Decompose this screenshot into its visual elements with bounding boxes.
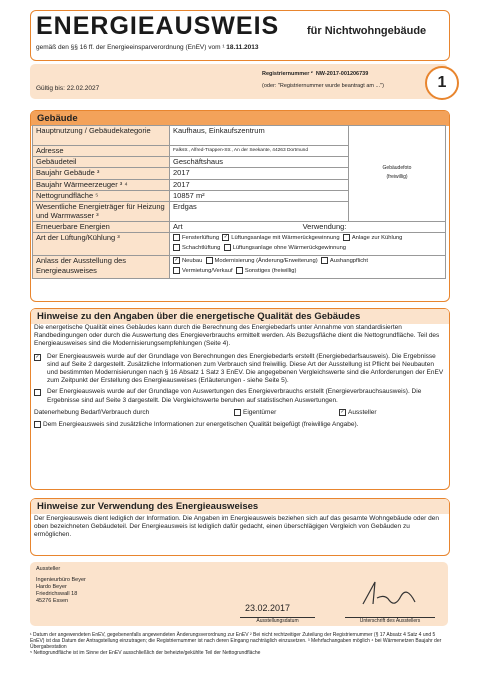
signature-icon (355, 574, 425, 616)
footnote: ¹ Datum der angewendeten EnEV, gegebenenfalls angewendeten Änderungsverordnung zur EnEV ² Bei nicht rechtzeitiger Zuteilung der Registriernummer (§ 17 Absatz 4 Satz 4 und 5 EnEV) ist das Datum der Antragstellung einzutragen; die Registriernummer ist nach deren Eingang nachträglich einzusetzen. ³ Mehrfachangaben möglich ⁴ bei Wärmenetzen Baujahr der Übergabestation (30, 632, 442, 650)
issuer-line: Hardo Beyer (36, 584, 67, 590)
footnote: ⁵ Nettogrundfläche ist im Sinne der EnEV ausschließlich der beheizte/gekühlte Teil der Nettogrundfläche (30, 650, 261, 656)
building-table (32, 125, 446, 279)
extra-info-row (34, 421, 444, 428)
option-verbrauch (34, 388, 444, 404)
checkbox[interactable] (234, 409, 241, 416)
checkbox[interactable] (173, 234, 180, 241)
ventilation-label: Art der Lüftung/Kühlung ³ (33, 233, 170, 256)
row-value: Falkstr., Alfred-Trappen-Str., An der Seekante, 44263 Dortmund (170, 146, 349, 157)
renewable-label: Erneuerbare Energien (33, 221, 170, 232)
footnotes (30, 632, 448, 656)
option-verbrauch-text: Der Energieausweis wurde auf der Grundlage von Auswertungen des Energieverbrauchs erstellt (Energieverbrauchsausweis). Die Ergebnisse sind auf Seite 3 dargestellt. Die Vergleichswerte beruhen auf statistischen Auswertungen. (47, 388, 422, 404)
checkbox-checked[interactable]: ✓ (35, 353, 40, 360)
row-key: Baujahr Gebäude ³ (33, 168, 170, 179)
doc-subtitle: für Nichtwohngebäude (307, 25, 427, 37)
checkbox-checked[interactable]: ✓ (340, 408, 345, 415)
checkbox[interactable] (34, 389, 41, 396)
issuer-line: 45276 Essen (36, 598, 69, 604)
reg-note: (oder: "Registriernummer wurde beantragt am ...") (262, 83, 384, 89)
signature-label: Unterschrift des Ausstellers (345, 617, 435, 624)
checkbox[interactable] (173, 267, 180, 274)
checkbox[interactable] (34, 421, 41, 428)
issuer-address (36, 577, 86, 605)
row-value: 10857 m² (170, 190, 349, 201)
hints-title: Hinweise zu den Angaben über die energetische Qualität des Gebäudes (31, 309, 449, 324)
issuer-option-label: Aussteller (348, 409, 377, 417)
registration-bar (30, 64, 448, 99)
option-label: Lüftungsanlage mit Wärmerückgewinnung (231, 235, 340, 242)
building-photo: Gebäudefoto (freiwillig) (349, 126, 446, 222)
row-value: Erdgas (170, 201, 349, 221)
issue-date-label: Ausstellungsdatum (240, 617, 315, 624)
owner-label: Eigentümer (243, 409, 277, 417)
hints-body (34, 324, 444, 428)
renewable-use: Verwendung: (302, 221, 347, 231)
reg-label: Registriernummer ² NW-2017-001206739 (262, 71, 369, 77)
row-value: Kaufhaus, Einkaufszentrum (170, 126, 349, 146)
row-value: Geschäftshaus (170, 157, 349, 168)
checkbox-checked[interactable]: ✓ (223, 234, 228, 241)
checkbox-checked[interactable]: ✓ (174, 257, 179, 264)
row-key: Baujahr Wärmeerzeuger ³ ⁴ (33, 179, 170, 190)
option-label: Anlage zur Kühlung (351, 235, 403, 242)
issuer-line: Friedrichswall 18 (36, 591, 78, 597)
option-label: Neubau (182, 258, 203, 265)
row-value: 2017 (170, 179, 349, 190)
option-label: Schachtlüftung (182, 245, 221, 252)
option-label: Lüftungsanlage ohne Wärmerückgewinnung (232, 245, 347, 252)
checkbox[interactable] (236, 267, 243, 274)
renewable-art: Art (173, 221, 183, 231)
checkbox[interactable] (224, 244, 231, 251)
law-line: gemäß den §§ 16 ff. der Energieeinsparverordnung (EnEV) vom ¹ 18.11.2013 (36, 44, 259, 51)
option-bedarf (34, 353, 444, 386)
page-number: 1 (425, 66, 459, 100)
checkbox[interactable] (206, 257, 213, 264)
building-title: Gebäude (31, 111, 449, 126)
option-label: Sonstiges (freiwillig) (244, 268, 297, 275)
issue-date: 23.02.2017 (245, 603, 291, 613)
extra-info-label: Dem Energieausweis sind zusätzliche Informationen zur energetischen Qualität beigefügt (freiwillige Angabe). (43, 421, 359, 429)
data-collection-row (34, 409, 444, 416)
checkbox[interactable] (343, 234, 350, 241)
issuer-line: Ingenieurbüro Beyer (36, 577, 86, 583)
usage-title: Hinweise zur Verwendung des Energieausweises (31, 499, 449, 514)
option-label: Vermietung/Verkauf (182, 268, 233, 275)
row-key: Gebäudeteil (33, 157, 170, 168)
row-key: Nettogrundfläche ⁵ (33, 190, 170, 201)
row-key: Adresse (33, 146, 170, 157)
row-key: Hauptnutzung / Gebäudekategorie (33, 126, 170, 146)
option-label: Fensterlüftung (182, 235, 220, 242)
data-collection-label: Datenerhebung Bedarf/Verbrauch durch (34, 408, 150, 416)
usage-text: Der Energieausweis dient lediglich der Information. Die Angaben im Energieausweis beziehen sich auf das gesamte Wohngebäude oder den oben bezeichneten Gebäudeteil. Der Energieausweis ist lediglich dafür gedacht, einen überschlägigen Vergleich von Gebäuden zu ermöglichen. (34, 515, 439, 539)
issuer-label: Aussteller (36, 566, 61, 572)
checkbox[interactable] (173, 244, 180, 251)
doc-title: ENERGIEAUSWEIS (36, 12, 280, 40)
row-key: Wesentliche Energieträger für Heizung und Warmwasser ³ (33, 201, 170, 221)
checkbox[interactable] (321, 257, 328, 264)
option-bedarf-text: Der Energieausweis wurde auf der Grundlage von Berechnungen des Energiebedarfs erstellt (Energiebedarfsausweis). Die Ergebnisse sind auf Seite 2 dargestellt. Zusätzliche Informationen zum Verbrauch sind freiwillig. Diese Art der Ausstellung ist Pflicht bei Neubauten und bestimmten Modernisierungen nach § 16 Absatz 1 Satz 3 EnEV. Die angegebenen Vergleichswerte sind die Anforderungen der EnEV zum Zeitpunkt der Erstellung des Energieausweises (Erläuterungen - siehe Seite 5). (47, 352, 444, 385)
row-value: 2017 (170, 168, 349, 179)
hints-intro: Die energetische Qualität eines Gebäudes kann durch die Berechnung des Energiebedarfs unter Annahme von standardisierten Randbedingungen oder durch die Auswertung des Energieverbrauchs ermittelt werden. Als Bezugsfläche dient die Nettogrundfläche. Teil des Energieausweises sind die Modernisierungsempfehlungen (Seite 4). (34, 324, 440, 348)
occasion-label: Anlass der Ausstellung des Energieausweises (33, 256, 170, 279)
option-label: Aushangpflicht (329, 258, 368, 265)
option-label: Modernisierung (Änderung/Erweiterung) (214, 258, 318, 265)
valid-until: Gültig bis: 22.02.2027 (36, 85, 100, 92)
